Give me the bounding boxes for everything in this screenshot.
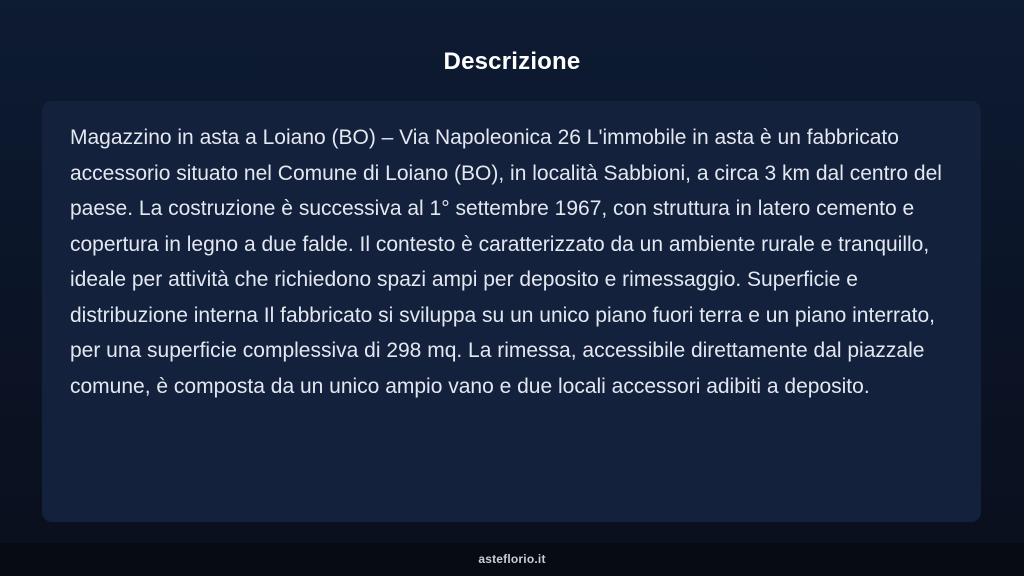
footer-bar: [0, 543, 1024, 576]
footer-site-name: asteflorio.it: [478, 552, 546, 566]
page-title: Descrizione: [443, 48, 581, 75]
description-text: Magazzino in asta a Loiano (BO) – Via Napoleonica 26 L'immobile in asta è un fabbricato accessorio situato nel Comune di Loiano (BO), in località Sabbioni, a circa 3 km dal centro del paese. La costruzione è successiva al 1° settembre 1967, con struttura in latero cemento e copertura in legno a due falde. Il contesto è caratterizzato da un ambiente rurale e tranquillo, ideale per attività che richiedono spazi ampi per deposito e rimessaggio. Superficie e distribuzione interna Il fabbricato si sviluppa su un unico piano fuori terra e un piano interrato, per una superficie complessiva di 298 mq. La rimessa, accessibile direttamente dal piazzale comune, è composta da un unico ampio vano e due locali accessori adibiti a deposito.: [70, 126, 942, 398]
description-card: [42, 101, 981, 522]
